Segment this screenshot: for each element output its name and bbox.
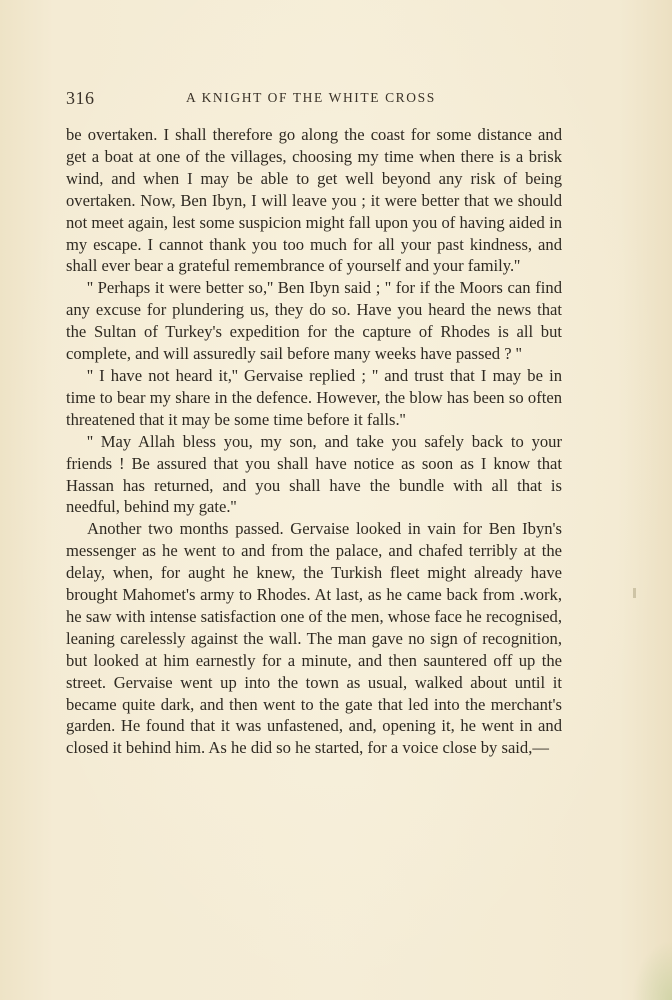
margin-mark bbox=[633, 588, 636, 598]
paragraph: '' I have not heard it,'' Gervaise replied ; '' and trust that I may be in time to bear my share in the defence. However, the blow has been so often threatened that it may be some time before it falls.'' bbox=[66, 365, 562, 429]
running-head: A KNIGHT OF THE WHITE CROSS bbox=[186, 90, 436, 105]
paragraph: Another two months passed. Gervaise looked in vain for Ben Ibyn's messenger as he went to and from the palace, and chafed terribly at the delay, when, for aught he knew, the Turkish fleet might already have brought Mahomet's army to Rhodes. At last, as he came back from .work, he saw with intense satisfaction one of the men, whose face he recognised, leaning carelessly against the wall. The man gave no sign of recognition, but looked at him earnestly for a minute, and then sauntered off up the street. Gervaise went up into the town as usual, walked about until it became quite dark, and then went to the gate that led into the merchant's garden. He found that it was unfastened, and, opening it, he went in and closed it behind him. As he did so he started, for a voice close by said,— bbox=[66, 519, 562, 758]
paragraph: '' Perhaps it were better so,'' Ben Ibyn said ; '' for if the Moors can find any excuse for plundering us, they do so. Have you heard the news that the Sultan of Turkey's expedition for the capture of Rhodes is all but complete, and will assuredly sail before many weeks have passed ? '' bbox=[66, 278, 562, 364]
page-number: 316 bbox=[66, 88, 95, 108]
page-header bbox=[66, 88, 562, 112]
paragraph: be overtaken. I shall therefore go along the coast for some distance and get a boat at one of the villages, choosing my time when there is a brisk wind, and when I may be able to get well beyond any risk of being overtaken. Now, Ben Ibyn, I will leave you ; it were better that we should not meet again, lest some suspicion might fall upon you of having aided in my escape. I cannot thank you too much for all your past kindness, and shall ever bear a grateful remembrance of yourself and your family.'' bbox=[66, 125, 562, 276]
corner-stain bbox=[632, 940, 672, 1000]
paragraph: '' May Allah bless you, my son, and take you safely back to your friends ! Be assured that you shall have notice as soon as I know that Hassan has returned, and you shall have the bundle with all that is needful, behind my gate.'' bbox=[66, 431, 562, 517]
body-text bbox=[66, 124, 562, 759]
